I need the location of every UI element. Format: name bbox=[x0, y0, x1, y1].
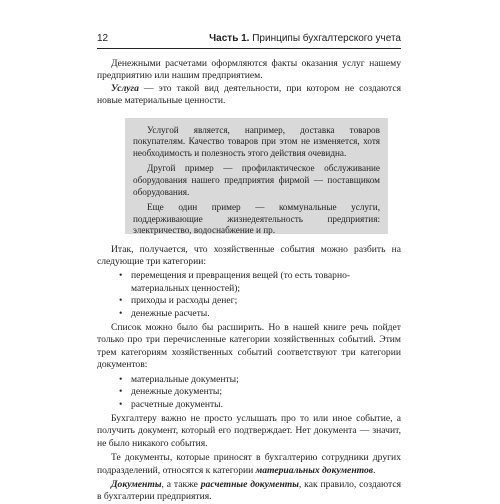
material-documents-term: материальных документов bbox=[255, 464, 374, 476]
documents-lead: Список можно было бы расширить. Но в нашей книге речь пойдет только про три перечисленные категории хозяйственных событий. Этим трем категориям хозяйственных событий соответствуют три категории документов: bbox=[97, 322, 401, 371]
example-paragraph-2: Другой пример — профилактическое обслуживание оборудования нашего предприятия фирмой — поставщиком оборудования. bbox=[133, 163, 380, 197]
list-item: • материальные документы; bbox=[119, 374, 401, 386]
list-item: • денежные документы; bbox=[119, 386, 401, 398]
closing-paragraph-3 bbox=[97, 479, 401, 504]
service-definition-text: — это такой вид деятельности, при котором не создаются новые материальные ценности. bbox=[97, 82, 401, 107]
header-rule bbox=[97, 48, 401, 49]
running-title bbox=[209, 32, 401, 46]
closing-paragraph-2-end: . bbox=[373, 464, 376, 476]
list-item: • приходы и расходы денег; bbox=[119, 295, 401, 307]
list-item: • перемещения и превращения вещей (то есть товарно-материальных ценностей); bbox=[119, 270, 401, 295]
documents-list bbox=[97, 374, 401, 411]
settlement-documents-term: расчетные документы bbox=[200, 478, 299, 490]
closing-paragraph-2-start: Те документы, которые приносят в бухгалтерию сотрудники других подразделений, относятся к категории bbox=[97, 452, 401, 476]
part-title: Принципы бухгалтерского учета bbox=[252, 33, 401, 44]
intro-paragraph: Денежными расчетами оформляются факты оказания услуг нашему предприятию или нашим предприятием. bbox=[97, 58, 401, 82]
closing-paragraph-3-end: , как правило, создаются в бухгалтерии предприятия. bbox=[97, 478, 401, 503]
running-header bbox=[97, 32, 401, 46]
list-item: • расчетные документы. bbox=[119, 399, 401, 411]
part-label: Часть 1. bbox=[209, 33, 250, 44]
example-paragraph-3: Еще один пример — коммунальные услуги, поддерживающие жизнедеятельность предприятия: электричество, водоснабжение и пр. bbox=[133, 202, 380, 236]
service-definition bbox=[97, 83, 401, 108]
closing-paragraph-3-mid: , а также bbox=[161, 478, 201, 490]
page-number: 12 bbox=[97, 33, 109, 44]
closing-paragraph-2 bbox=[97, 452, 401, 477]
service-term: Услуга bbox=[111, 82, 139, 94]
documents-term: Документы bbox=[111, 478, 162, 490]
categories-lead: Итак, получается, что хозяйственные события можно разбить на следующие три категории: bbox=[97, 243, 401, 268]
categories-list bbox=[97, 270, 401, 320]
example-paragraph-1: Услугой является, например, доставка товаров покупателям. Качество товаров при этом не изменяется, хотя необходимость и полезность этого действия очевидна. bbox=[133, 124, 380, 158]
closing-paragraph-1: Бухгалтеру важно не просто услышать про то или иное событие, а получить документ, который его подтверждает. Нет документа — значит, не было никакого события. bbox=[97, 412, 401, 449]
page-body bbox=[97, 58, 401, 504]
example-box bbox=[125, 118, 388, 234]
list-item: • денежные расчеты. bbox=[119, 308, 401, 320]
